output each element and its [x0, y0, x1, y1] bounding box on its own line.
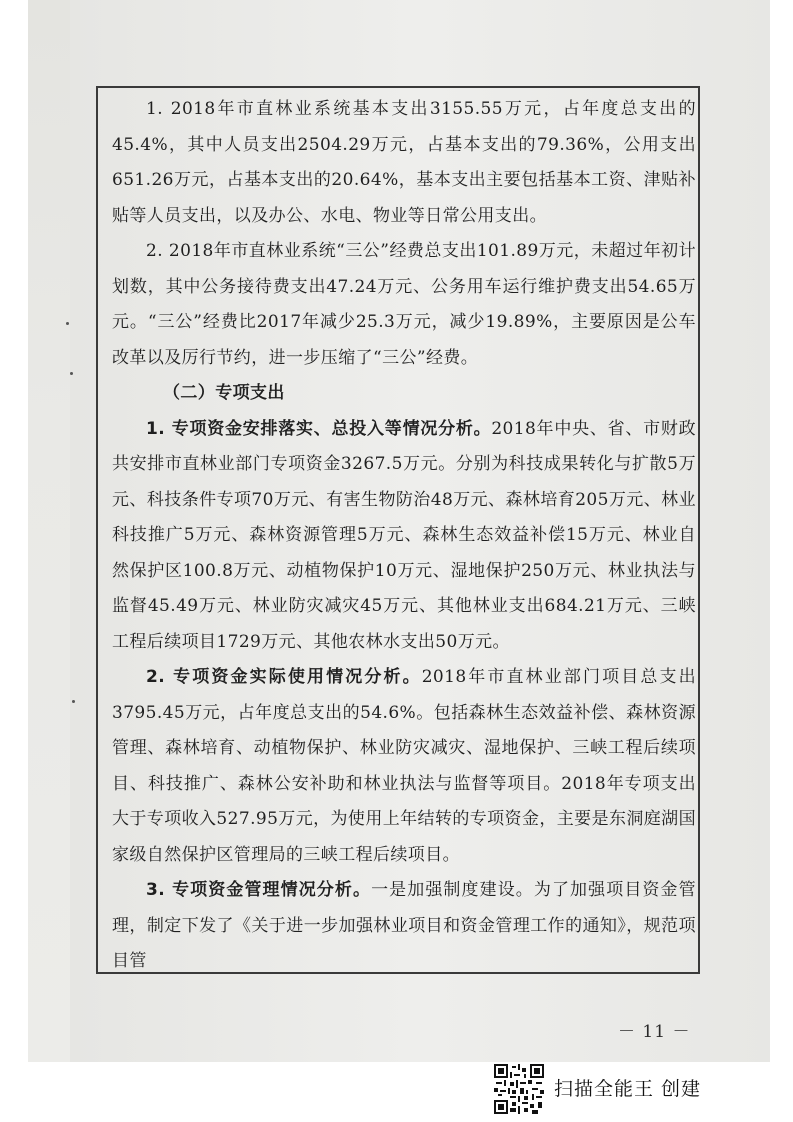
paragraph-three-public-expenses: 2. 2018年市直林业系统“三公”经费总支出101.89万元，未超过年初计划数，其中公务接待费支出47.24万元、公务用车运行维护费支出54.65万元。“三公”经费比2017年减少25.3万元，减少19.89%，主要原因是公车改革以及厉行节约，进一步压缩了“三公”经费。 — [112, 241, 696, 368]
page-number: － 11 － — [618, 1022, 691, 1042]
paragraph-special-funds-arrangement — [112, 412, 696, 661]
margin-speck — [66, 322, 69, 325]
item-title: 2. 专项资金实际使用情况分析。 — [146, 667, 422, 687]
document-body — [112, 92, 696, 980]
paragraph-special-funds-usage — [112, 660, 696, 873]
section-heading-special-expenditure: （二）专项支出 — [163, 383, 285, 403]
item-body: 2018年中央、省、市财政共安排市直林业部门专项资金3267.5万元。分别为科技成果转化与扩散5万元、科技条件专项70万元、有害生物防治48万元、森林培育205万元、林业科技推广5万元、森林资源管理5万元、森林生态效益补偿15万元、林业自然保护区100.8万元、动植物保护10万元、湿地保护250万元、林业执法与监督45.49万元、林业防灾减灾45万元、其他林业支出684.21万元、三峡工程后续项目1729万元、其他农林水支出50万元。 — [112, 418, 696, 652]
scanner-watermark-text: 扫描全能王 创建 — [554, 1078, 702, 1100]
item-title: 3. 专项资金管理情况分析。 — [146, 880, 372, 900]
qr-code-icon — [494, 1064, 544, 1114]
item-body: 一是加强制度建设。为了加强项目资金管理，制定下发了《关于进一步加强林业项目和资金管理工作的通知》，规范项目管 — [112, 880, 696, 971]
margin-speck — [70, 372, 73, 375]
paragraph-basic-expenditure: 1. 2018年市直林业系统基本支出3155.55万元，占年度总支出的45.4%，其中人员支出2504.29万元，占基本支出的79.36%，公用支出651.26万元，占基本支出的20.64%，基本支出主要包括基本工资、津贴补贴等人员支出，以及办公、水电、物业等日常公用支出。 — [112, 99, 696, 226]
paragraph-special-funds-management — [112, 873, 696, 980]
margin-speck — [72, 700, 75, 703]
item-title: 1. 专项资金安排落实、总投入等情况分析。 — [146, 418, 492, 439]
item-body: 2018年市直林业部门项目总支出3795.45万元，占年度总支出的54.6%。包括森林生态效益补偿、森林资源管理、森林培育、动植物保护、林业防灾减灾、湿地保护、三峡工程后续项目、科技推广、森林公安补助和林业执法与监督等项目。2018年专项支出大于专项收入527.95万元，为使用上年结转的专项资金，主要是东洞庭湖国家级自然保护区管理局的三峡工程后续项目。 — [112, 667, 696, 865]
